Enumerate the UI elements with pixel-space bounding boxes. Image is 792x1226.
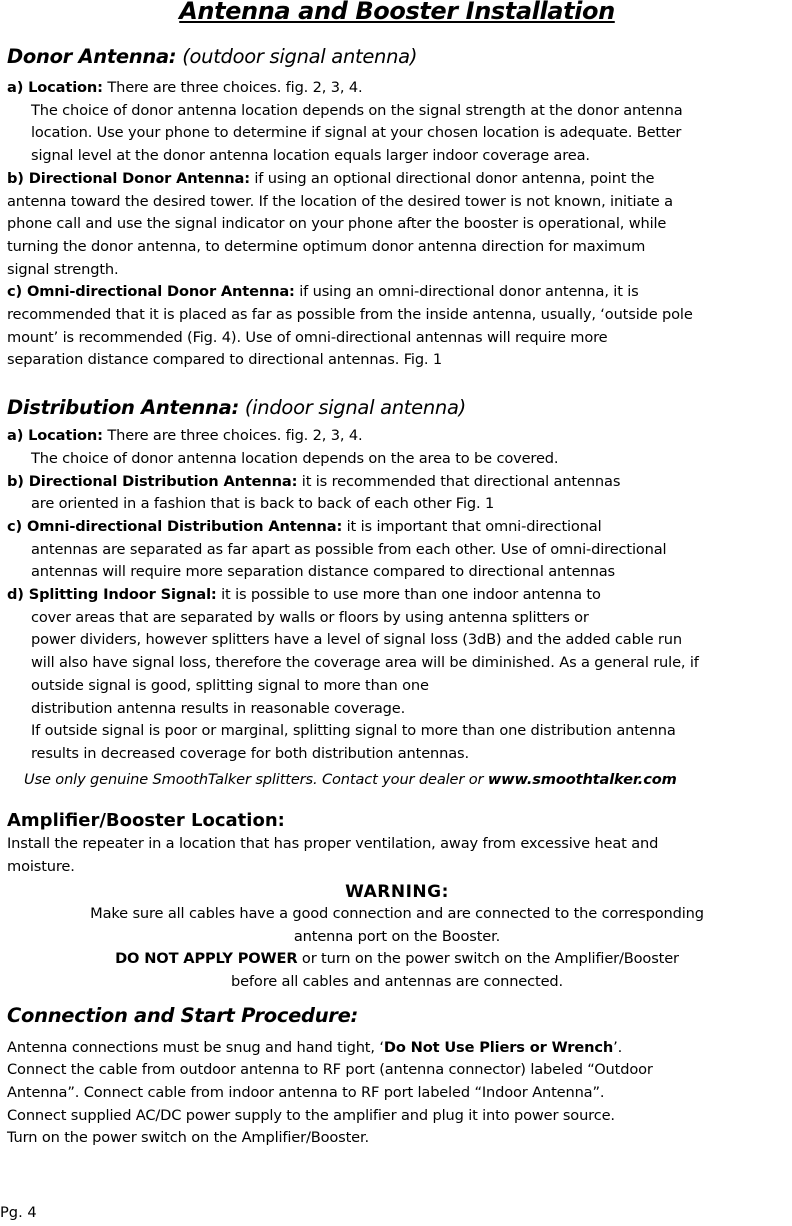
dist-d-line: cover areas that are separated by walls or floors by using antenna splitters or [31,608,589,626]
splitter-note [7,769,787,792]
dist-b [7,471,787,494]
connection-l1-post: ’. [613,1038,623,1056]
donor-a-line: location. Use your phone to determine if signal at your chosen location is adequate. Better [31,124,682,142]
donor-a-text: There are three choices. fig. 2, 3, 4. [107,79,363,96]
splitter-note-text: Use only genuine SmoothTalker splitters. Contact your dealer or [24,770,488,788]
dist-a-text: There are three choices. fig. 2, 3, 4. [107,427,363,445]
donor-a [7,77,787,100]
dist-c [7,516,787,539]
donor-b-line: turning the donor antenna, to determine optimum donor antenna direction for maximum [7,237,646,255]
connection-heading [7,1004,787,1028]
donor-c-text: if using an omni-directional donor antenna, it is [299,283,639,301]
dist-c-text: it is important that omni-directional [346,517,602,535]
do-not-apply-power [7,948,787,971]
dist-c-line: antennas are separated as far apart as possible from each other. Use of omni-directional [31,540,667,558]
amplifier-line: Install the repeater in a location that has proper ventilation, away from excessive heat and [7,835,659,853]
warning-line: Make sure all cables have a good connection and are connected to the corresponding [90,904,704,922]
dist-d-line: outside signal is good, splitting signal to more than one [31,676,429,694]
page [7,0,787,1150]
amplifier-line: moisture. [7,858,75,876]
distribution-heading-text: Distribution Antenna: [7,396,239,420]
do-not-apply-power-text: or turn on the power switch on the Amplifier/Booster [297,950,679,968]
connection-line: Turn on the power switch on the Amplifier/Booster. [7,1129,369,1147]
donor-b-line: phone call and use the signal indicator on your phone after the booster is operational, while [7,215,667,233]
donor-heading-text: Donor Antenna: [7,45,177,68]
connection-l1-bold: Do Not Use Pliers or Wrench [383,1038,614,1056]
dist-c-label: c) Omni-directional Distribution Antenna: [7,517,343,535]
dist-b-text: it is recommended that directional antennas [301,472,621,490]
distribution-heading [7,396,787,420]
donor-c-line: recommended that it is placed as far as possible from the inside antenna, usually, ‘outside pole [7,306,693,324]
dist-a [7,425,787,448]
donor-section [7,45,787,372]
donor-b-text: if using an optional directional donor antenna, point the [254,169,655,187]
dist-d [7,584,787,607]
warning-line: antenna port on the Booster. [293,927,501,945]
do-not-apply-power-bold: DO NOT APPLY POWER [115,950,298,968]
warning-heading: WARNING: [345,881,449,902]
do-not-apply-power-line2: before all cables and antennas are connected. [230,972,564,990]
amplifier-heading: Amplifier/Booster Location: [7,810,285,832]
donor-a-line: The choice of donor antenna location depends on the signal strength at the donor antenna [31,101,683,119]
donor-heading [7,45,787,69]
page-number: Pg. 4 [0,1204,37,1221]
dist-b-label: b) Directional Distribution Antenna: [7,472,298,490]
connection-line: Connect supplied AC/DC power supply to the amplifier and plug it into power source. [7,1106,615,1124]
connection-heading-text: Connection and Start Procedure: [7,1003,359,1027]
donor-c-label: c) Omni-directional Donor Antenna: [7,283,295,301]
dist-d-line: distribution antenna results in reasonable coverage. [31,699,406,717]
dist-a-label: a) Location: [7,427,103,445]
distribution-section [7,396,787,791]
page-title: Antenna and Booster Installation [179,0,615,25]
donor-a-label: a) Location: [7,79,103,96]
donor-b [7,168,787,191]
donor-subheading: (outdoor signal antenna) [182,45,418,68]
amplifier-section [7,809,787,993]
connection-line [7,1037,787,1060]
donor-c-line: separation distance compared to directional antennas. Fig. 1 [7,351,443,369]
donor-c [7,281,787,304]
dist-d-text: it is possible to use more than one indoor antenna to [221,586,601,604]
donor-b-line: signal strength. [7,260,119,278]
donor-a-line: signal level at the donor antenna location equals larger indoor coverage area. [31,147,590,165]
dist-a-line: The choice of donor antenna location depends on the area to be covered. [31,449,559,467]
dist-d-label: d) Splitting Indoor Signal: [7,586,217,604]
dist-d-line: power dividers, however splitters have a level of signal loss (3dB) and the added cable run [31,631,682,649]
distribution-subheading: (indoor signal antenna) [244,396,466,420]
dist-b-line: are oriented in a fashion that is back to back of each other Fig. 1 [31,495,495,513]
connection-section [7,1004,787,1151]
connection-line: Connect the cable from outdoor antenna to RF port (antenna connector) labeled “Outdoor [7,1061,653,1079]
donor-b-line: antenna toward the desired tower. If the location of the desired tower is not known, initiate a [7,192,673,210]
dist-d-line: If outside signal is poor or marginal, splitting signal to more than one distribution antenna [31,722,676,740]
donor-c-line: mount’ is recommended (Fig. 4). Use of omni-directional antennas will require more [7,328,608,346]
dist-d-line: will also have signal loss, therefore the coverage area will be diminished. As a general rule, if [31,654,699,672]
dist-d-line: results in decreased coverage for both distribution antennas. [31,744,469,762]
connection-l1-pre: Antenna connections must be snug and hand tight, ‘ [7,1038,384,1056]
donor-b-label: b) Directional Donor Antenna: [7,169,250,187]
connection-line: Antenna”. Connect cable from indoor antenna to RF port labeled “Indoor Antenna”. [7,1084,605,1102]
dealer-link[interactable]: www.smoothtalker.com [487,770,677,788]
dist-c-line: antennas will require more separation distance compared to directional antennas [31,563,615,581]
